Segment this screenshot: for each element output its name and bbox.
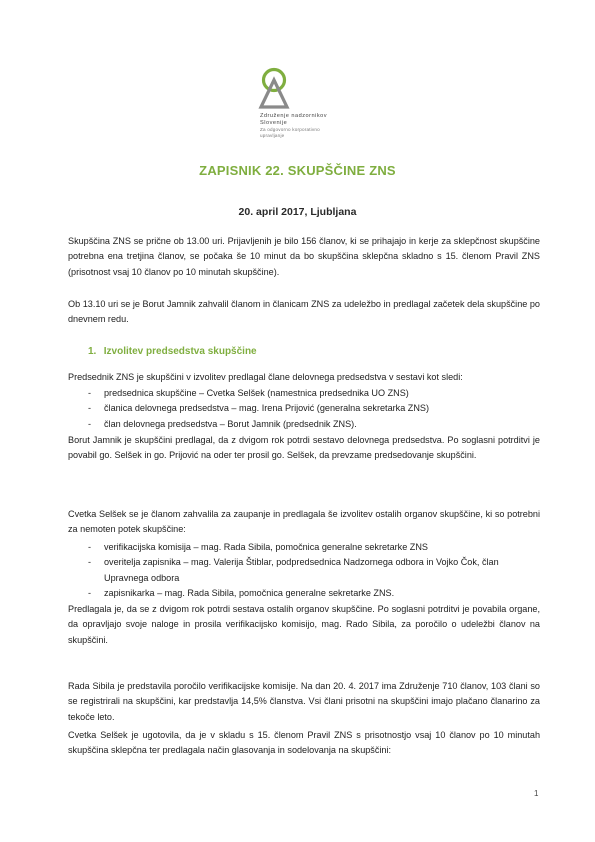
verification-report-paragraph: Rada Sibila je predstavila poročilo verifikacijske komisije. Na dan 20. 4. 2017 ima Združenje 710 članov, 103 člani so se registrirali na skupščini, kar predstavlja 14,5% članstva. Vsi člani prisotni na skupščini imajo plačano članarino za tekoče leto.	[68, 681, 540, 722]
intro-paragraph: Skupščina ZNS se prične ob 13.00 uri. Prijavljenih je bilo 156 članov, ki se prihajajo in kerje za sklepčnost skupščine potrebna ena tretjina članov, se počaka še 10 minut da bo skupščina sklepčna skladno s 15. členom Pravil ZNS (prisotnost vsaj 10 članov po 10 minutah skupščine).	[68, 236, 540, 277]
organization-name	[260, 113, 327, 139]
section-number: 1.	[88, 346, 97, 357]
list-bullet: -	[88, 557, 92, 568]
list-bullet: -	[88, 418, 92, 429]
list-item	[68, 401, 540, 416]
page-number: 1	[534, 789, 539, 798]
presidency-confirmation-paragraph: Borut Jamnik je skupščini predlagal, da z dvigom rok potrdi sestavo delovnega predsedstva. Po soglasni potrditvi je povabil go. Selšek in go. Prijović na oder ter prosil go. Selšek, da prevzame predsedovanje skupščini.	[68, 435, 540, 461]
org-name-line2: Slovenije	[260, 120, 288, 126]
list-item	[68, 417, 540, 432]
list-item-text: verifikacijska komisija – mag. Rada Sibila, pomočnica generalne sekretarke ZNS	[104, 542, 428, 552]
list-bullet: -	[88, 588, 92, 599]
org-name-line1: Združenje nadzornikov	[260, 113, 328, 119]
section-heading	[88, 346, 257, 357]
other-bodies-paragraph: Cvetka Selšek se je članom zahvalila za zaupanje in predlagala še izvolitev ostalih organov skupščine, ki so potrebni za nemoten potek skupščine:	[68, 509, 540, 535]
list-item	[68, 555, 540, 586]
org-subtitle-line1: Za odgovorno korporativno	[260, 127, 320, 132]
list-item-text: predsednica skupščine – Cvetka Selšek (namestnica predsednika UO ZNS)	[104, 388, 409, 398]
list-item	[68, 540, 540, 555]
list-item-text: overitelja zapisnika – mag. Valerija Štiblar, podpredsednica Nadzornega odbora in Vojko Čok, član Upravnega odbora	[104, 557, 499, 583]
list-item	[68, 386, 540, 401]
list-bullet: -	[88, 542, 92, 552]
list-item-text: članica delovnega predsedstva – mag. Irena Prijović (generalna sekretarka ZNS)	[104, 403, 430, 414]
list-bullet: -	[88, 403, 92, 414]
list-item	[68, 586, 540, 601]
zns-logo	[254, 66, 294, 110]
list-item-text: član delovnega predsedstva – Borut Jamnik (predsednik ZNS).	[104, 418, 357, 429]
bodies-confirmation-paragraph: Predlagala je, da se z dvigom rok potrdi sestava ostalih organov skupščine. Po soglasni potrditvi je povabila organe, da opravljajo svoje naloge in prosila verifikacijsko komisijo, mag. Rado Sibila, za poročilo o udeležbi članov na skupščini.	[68, 604, 540, 645]
section-title: Izvolitev predsedstva skupščine	[103, 346, 257, 357]
document-date: 20. april 2017, Ljubljana	[238, 206, 357, 218]
quorum-paragraph: Cvetka Selšek je ugotovila, da je v skladu s 15. členom Pravil ZNS s prisotnostjo vsaj 10 članov po 10 minutah skupščina sklepčna ter predlagala način glasovanja in sodelovanja na skupščini:	[68, 730, 540, 756]
list-item-text: zapisnikarka – mag. Rada Sibila, pomočnica generalne sekretarke ZNS.	[104, 588, 395, 599]
presidency-intro-paragraph: Predsednik ZNS je skupščini v izvolitev predlagal člane delovnega predsedstva v sestavi kot sledi:	[68, 372, 463, 382]
document-title: ZAPISNIK 22. SKUPŠČINE ZNS	[199, 163, 396, 178]
org-subtitle-line2: upravljanje	[260, 133, 285, 138]
presidency-list	[68, 386, 540, 432]
opening-paragraph: Ob 13.10 uri se je Borut Jamnik zahvalil članom in članicam ZNS za udeležbo in predlagal začetek dela skupščine po dnevnem redu.	[68, 299, 540, 325]
bodies-list	[68, 540, 540, 602]
list-bullet: -	[88, 388, 92, 398]
